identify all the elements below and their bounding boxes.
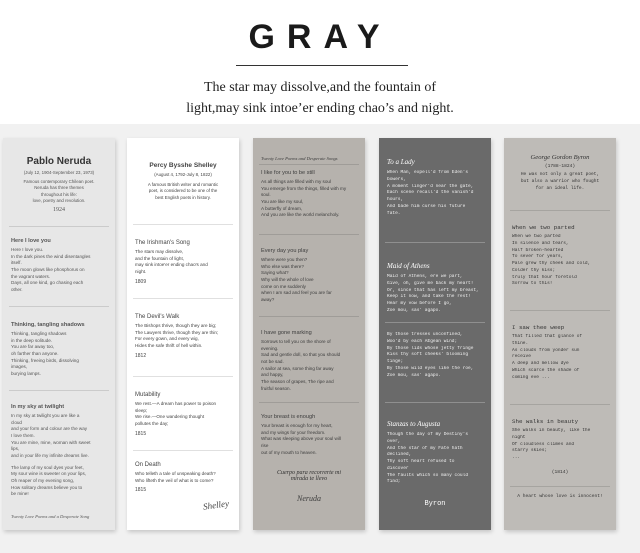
poem-line: oh farther than anyone. bbox=[11, 350, 59, 356]
poem-block bbox=[127, 392, 239, 437]
poem-title: To a Lady bbox=[387, 158, 415, 166]
poem-line: receive bbox=[512, 354, 531, 360]
bio-line: poet, is considered to be one of the bbox=[148, 188, 218, 194]
poem-year: 1809 bbox=[135, 278, 147, 285]
poem-line: out of my mouth to heaven. bbox=[261, 449, 317, 455]
poem-line: When Man, expell'd from Eden's bbox=[387, 170, 469, 175]
page-title: GRAY bbox=[248, 18, 392, 56]
poet-bio bbox=[135, 182, 231, 202]
poem-line: Sorrows to tell you on the shore of bbox=[261, 339, 331, 344]
poem-line: and the fountain of light, bbox=[135, 255, 185, 261]
bookmark-neruda bbox=[3, 138, 115, 530]
poem-line: and in your life my infinite dreams live. bbox=[11, 452, 89, 458]
poem-line: away? bbox=[261, 296, 275, 302]
poem-block bbox=[379, 158, 491, 217]
poem-line: Oh reaper of my evening song, bbox=[11, 477, 75, 483]
poem-title: I have gone marking bbox=[261, 330, 312, 336]
poem-title: On Death bbox=[135, 462, 161, 468]
subtitle-line-1: The star may dissolve,and the fountain of bbox=[203, 80, 437, 95]
poem-line: I love them. bbox=[11, 432, 35, 438]
poem-line: Though the day of my Destiny's bbox=[387, 432, 469, 437]
poem-line: lips, bbox=[11, 446, 20, 452]
script-line: Cuerpo para recorrerte mi bbox=[276, 470, 342, 476]
poem-line: We rise.—One wandering thought bbox=[135, 414, 205, 420]
divider bbox=[133, 376, 233, 377]
poem-line: In silence and tears, bbox=[512, 240, 569, 246]
poem-line: in the deep solitude. bbox=[11, 337, 53, 343]
poem-line: Who else was there? bbox=[261, 263, 304, 269]
poem-block bbox=[504, 324, 616, 381]
poem-line: declined, bbox=[387, 452, 412, 458]
poem-year: 1815 bbox=[135, 487, 147, 494]
poem-line: Keep it now, and take the rest! bbox=[387, 294, 471, 300]
divider bbox=[9, 226, 109, 227]
poem-line: Zoe mou, sas' agapo. bbox=[387, 372, 442, 378]
divider bbox=[9, 390, 109, 391]
poem-block bbox=[127, 462, 239, 493]
poem-line: Or, since that has left my breast, bbox=[387, 287, 479, 293]
poem-title: Thinking, tangling shadows bbox=[11, 322, 85, 328]
poem-block bbox=[253, 330, 365, 392]
poem-line: You are far away too, bbox=[11, 344, 55, 350]
poem-line: A sailor at sea, some thing far away bbox=[261, 365, 334, 371]
bookmark-header bbox=[504, 154, 616, 192]
divider bbox=[510, 310, 610, 311]
poem-title: In my sky at twilight bbox=[11, 404, 65, 410]
poet-bio bbox=[11, 179, 107, 205]
poem-line: A moment linger'd near the gate, bbox=[387, 183, 474, 189]
poem-line: over, bbox=[387, 438, 401, 444]
poem-line: And the star of my Fate hath bbox=[387, 445, 463, 451]
poem-block bbox=[3, 404, 115, 498]
script-quote bbox=[253, 470, 365, 482]
poem-line: may sink intoe'er ending chao's and bbox=[135, 262, 208, 268]
bookmark-footer: A heart whose love is innocent! bbox=[517, 494, 603, 499]
poem-line: That filled that glance of bbox=[512, 334, 583, 339]
poem-line: Hides the safe thrift of hell within. bbox=[135, 342, 203, 348]
poem-line: Sorrow to this! bbox=[512, 281, 553, 287]
poem-line: When we two parted bbox=[512, 234, 561, 239]
poem-line: Hear my vow before I go, bbox=[387, 301, 452, 306]
poem-title: I like for you to be still bbox=[261, 170, 315, 176]
title-rule bbox=[236, 65, 408, 66]
signature: Shelley bbox=[202, 498, 230, 512]
poem-line: sleep; bbox=[135, 407, 148, 413]
bookmark-shelley bbox=[127, 138, 239, 530]
bookmark-byron-dark bbox=[379, 138, 491, 530]
poem-block bbox=[379, 332, 491, 379]
poem-line: By those tresses unconfined, bbox=[387, 332, 463, 337]
poem-line: Give, oh, give me back my heart! bbox=[387, 280, 474, 286]
poet-name: George Gordon Byron bbox=[530, 154, 590, 161]
poem-line: Here I love you. bbox=[11, 247, 44, 252]
divider bbox=[259, 234, 359, 235]
bio-line: throughout his life: bbox=[41, 191, 77, 197]
poem-line: tinge; bbox=[387, 359, 404, 364]
poem-line: come on me suddenly bbox=[261, 283, 306, 289]
bookmark-header bbox=[127, 162, 239, 201]
divider bbox=[133, 224, 233, 225]
poem-line: Pale grew thy cheek and cold, bbox=[512, 261, 591, 266]
poem-title: When we two parted bbox=[512, 224, 575, 231]
poem-title: Your breast is enough bbox=[261, 414, 316, 420]
poem-block bbox=[379, 262, 491, 315]
poem-line: The lamp of my soul dyes your feet, bbox=[11, 464, 84, 470]
poem-block bbox=[253, 248, 365, 304]
poem-title: Every day you play bbox=[261, 248, 309, 254]
poem-title: She walks in beauty bbox=[512, 418, 579, 425]
poem-block bbox=[3, 238, 115, 294]
poem-title: Mutability bbox=[135, 392, 161, 398]
poem-line: Why will the whole of love bbox=[261, 276, 314, 282]
poem-line: Kiss thy soft cheeks' blooming bbox=[387, 352, 469, 358]
poem-line: Thinking, freeing birds, dissolving bbox=[11, 357, 79, 363]
poem-line: Of cloudless climes and bbox=[512, 441, 575, 447]
poem-line: night. bbox=[135, 268, 147, 274]
poem-line: For every gown, and every wig, bbox=[135, 336, 199, 342]
bio-line: Neruda has three themes bbox=[34, 185, 84, 191]
poem-line: hours, bbox=[387, 197, 404, 202]
poem-line: find; bbox=[387, 479, 401, 485]
divider bbox=[259, 164, 359, 165]
poem-line: Maid of Athens, ere we part, bbox=[387, 274, 463, 279]
bio-line: A famous British writer and romantic bbox=[147, 181, 219, 187]
poem-line: As all things are filled with my soul bbox=[261, 179, 331, 184]
poem-line: You are like my soul, bbox=[261, 198, 304, 204]
poem-line: Colder thy kiss; bbox=[512, 267, 556, 273]
poem-line: not be sad. bbox=[261, 358, 284, 364]
subtitle-line-2: light,may sink intoe’er ending chao’s and night. bbox=[186, 101, 454, 116]
poem-line: The season of grapes, The ripe and bbox=[261, 378, 334, 384]
poem-line: rise bbox=[261, 442, 269, 448]
divider bbox=[385, 242, 485, 243]
bio-line: best English poets in history. bbox=[155, 194, 211, 200]
poem-line: and your form and colour are the way bbox=[11, 426, 88, 432]
poem-line: itself. bbox=[11, 260, 22, 266]
poem-line: You are mine, mine, woman with sweet bbox=[11, 439, 91, 445]
poem-line: Days, all one kind, go chasing each bbox=[11, 280, 84, 286]
poem-line: A butterfly of dream, bbox=[261, 205, 303, 211]
poem-line: You emerge from the things, filled with my bbox=[261, 185, 347, 191]
poem-line: starry skies; bbox=[512, 448, 548, 454]
poem-block bbox=[127, 240, 239, 285]
divider bbox=[133, 298, 233, 299]
poem-line: How solitary dreams believe you to bbox=[11, 484, 83, 490]
poem-line: coming eve ... bbox=[512, 374, 550, 380]
poem-block bbox=[253, 170, 365, 219]
poem-line: And you are like the world melancholy. bbox=[261, 212, 340, 218]
poem-block bbox=[253, 414, 365, 456]
poet-name: Pablo Neruda bbox=[26, 156, 92, 167]
bio-line: Famous contemporary Chilean poet. bbox=[23, 178, 95, 184]
signature: Neruda bbox=[297, 494, 321, 503]
poem-line: The Bishops thrive, though they are big; bbox=[135, 323, 217, 328]
poem-line: and happy, bbox=[261, 372, 284, 378]
poem-line: other. bbox=[11, 286, 23, 292]
poem-line: truly that hour foretold bbox=[512, 274, 577, 280]
bio-line: He was not only a great poet, bbox=[520, 172, 600, 177]
poem-block bbox=[379, 420, 491, 486]
poem-line: evening. bbox=[261, 345, 279, 351]
divider bbox=[259, 402, 359, 403]
poem-line: ... bbox=[512, 455, 521, 460]
poem-line: discover bbox=[387, 465, 409, 471]
poem-year: 1812 bbox=[135, 352, 147, 359]
poem-line: And bade him curse his future bbox=[387, 203, 466, 209]
poet-dates: (1788-1824) bbox=[544, 164, 576, 169]
poem-line: pollutes the day; bbox=[135, 420, 169, 426]
poem-line: The moon glows like phosphorus on bbox=[11, 266, 85, 272]
poem-title: The Devil's Walk bbox=[135, 314, 180, 320]
poem-line: night bbox=[512, 434, 526, 440]
bookmark-twenty-love-poems bbox=[253, 138, 365, 530]
poem-line: To sever for years, bbox=[512, 254, 564, 260]
poem-line: soul. bbox=[261, 192, 271, 198]
divider bbox=[385, 322, 485, 323]
poem-line: Saying what? bbox=[261, 270, 289, 276]
divider bbox=[9, 306, 109, 307]
poem-line: images, bbox=[11, 364, 28, 370]
bookmark-footer: Twenty Love Poems and a Desperate Song bbox=[11, 514, 90, 519]
poem-title: Here I love you bbox=[11, 238, 51, 244]
signature: Byron bbox=[424, 500, 446, 508]
poem-line: Thy soft heart refused to bbox=[387, 459, 455, 464]
poem-line: As clouds from yonder sun bbox=[512, 347, 580, 353]
poem-line: when I am sad and feel you are far bbox=[261, 290, 332, 296]
poem-year: 1815 bbox=[135, 430, 147, 437]
divider bbox=[510, 210, 610, 211]
poem-line: Who telleth a tale of unspeaking death? bbox=[135, 471, 216, 476]
bookmark-george-gordon-byron bbox=[504, 138, 616, 530]
poem-line: Which scarce the shade of bbox=[512, 367, 580, 373]
poem-line: What was sleeping above your soul will bbox=[261, 436, 341, 442]
poem-block bbox=[3, 322, 115, 378]
poem-line: Half broken-hearted bbox=[512, 247, 564, 253]
poem-line: By those wild eyes like the roe, bbox=[387, 365, 474, 371]
poem-line: The Lawyers thrive, though they are thin; bbox=[135, 329, 219, 335]
divider bbox=[133, 450, 233, 451]
poem-title: The Irishman's Song bbox=[135, 240, 190, 246]
poem-line: cloud bbox=[11, 419, 22, 425]
poem-line: The faults which so many could bbox=[387, 472, 469, 478]
poem-line: Each scene recall'd the vanish'd bbox=[387, 190, 474, 196]
poet-dates: (August 4, 1792-July 8, 1822) bbox=[154, 172, 212, 177]
poem-line: My sour wine is sweeter on your lips, bbox=[11, 471, 87, 477]
poem-line: fate. bbox=[387, 210, 401, 216]
poem-line: burying lamps. bbox=[11, 370, 41, 376]
poet-name: Percy Bysshe Shelley bbox=[149, 162, 217, 169]
divider bbox=[510, 404, 610, 405]
divider bbox=[510, 486, 610, 487]
poem-line: thine. bbox=[512, 340, 529, 346]
divider bbox=[259, 316, 359, 317]
poet-dates: (July 12, 1904-September 23, 1973) bbox=[23, 170, 95, 175]
poet-bio bbox=[512, 172, 608, 192]
bio-line: love, poetry and revolution. bbox=[32, 198, 86, 204]
poem-line: Where were you then? bbox=[261, 257, 308, 262]
poem-line: By those lids whose jetty fringe bbox=[387, 345, 474, 351]
poem-title: Stanzas to Augusta bbox=[387, 420, 441, 428]
poem-line: Woo'd by each AEgean wind; bbox=[387, 338, 458, 344]
bio-line: but also a warrior who fought bbox=[520, 178, 600, 184]
poem-line: In my sky at twilight you are like a bbox=[11, 413, 80, 418]
poem-line: We rest.—A dream has power to poison bbox=[135, 401, 217, 406]
poem-line: bowers, bbox=[387, 176, 406, 182]
poem-line: Who lifteth the veil of what is to come? bbox=[135, 477, 214, 483]
poem-block bbox=[504, 418, 616, 475]
divider bbox=[385, 402, 485, 403]
poem-line: She walks in beauty, like the bbox=[512, 428, 591, 433]
poem-line: The stars may dissolve, bbox=[135, 249, 184, 254]
poet-year: 1924 bbox=[53, 207, 65, 214]
poem-line: A deep and mellow dye bbox=[512, 361, 569, 366]
bookmark-header bbox=[3, 156, 115, 213]
poem-line: the vagrant waters. bbox=[11, 273, 51, 279]
poem-block bbox=[504, 224, 616, 288]
poem-line: Thinking, tangling shadows bbox=[11, 331, 67, 336]
poem-line: In the dark pines the wind disentangles bbox=[11, 253, 91, 259]
poem-line: be mine! bbox=[11, 491, 29, 497]
poem-block bbox=[127, 314, 239, 359]
poem-title: Maid of Athens bbox=[387, 262, 430, 270]
poem-line: Your breast is enough for my heart, bbox=[261, 423, 333, 428]
bio-line: for an ideal life. bbox=[535, 185, 585, 191]
poem-title: I saw thee weep bbox=[512, 324, 565, 331]
poem-line: and my wings for your freedom. bbox=[261, 429, 326, 435]
poem-line: Zoe mou, sas' agapo. bbox=[387, 307, 442, 313]
poem-year: (1814) bbox=[551, 469, 569, 475]
poem-line: Sad and gentle doll, so that you should bbox=[261, 352, 341, 358]
poem-line: fruitful season. bbox=[261, 385, 291, 391]
script-line: mirada te llevo bbox=[290, 476, 328, 482]
bookmark-header: Twenty Love Poems and Desperate Songs bbox=[261, 156, 338, 161]
